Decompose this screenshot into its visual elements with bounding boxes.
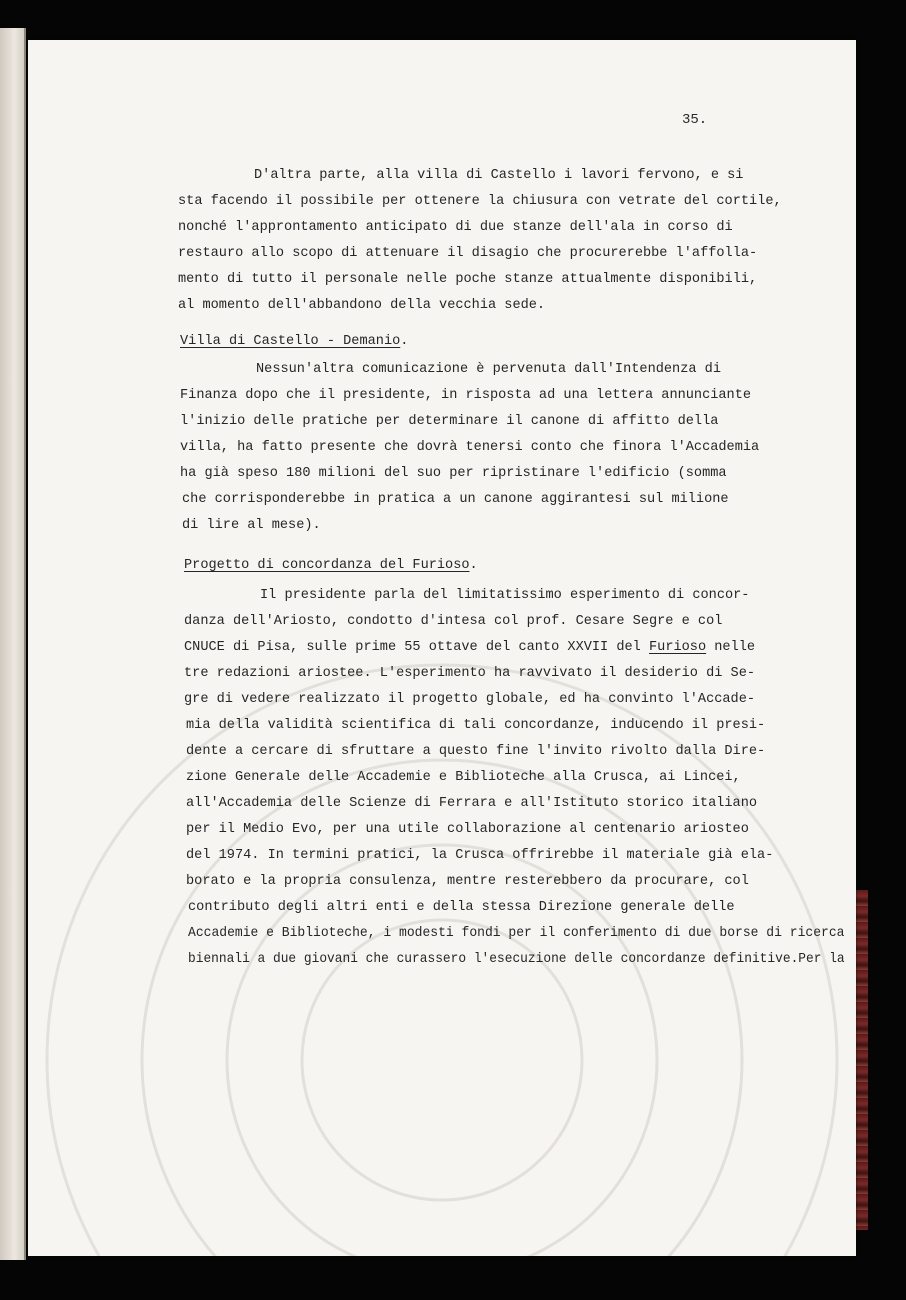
text-line: all'Accademia delle Scienze di Ferrara e all'Istituto storico italiano: [186, 796, 758, 811]
text-segment: nelle: [706, 640, 756, 655]
text-line: mento di tutto il personale nelle poche stanze attualmente disponibili,: [178, 272, 758, 287]
text-line: mia della validità scientifica di tali concordanze, inducendo il presi-: [186, 718, 766, 733]
text-line: per il Medio Evo, per una utile collaborazione al centenario ariosteo: [186, 822, 749, 837]
page-number: 35.: [682, 112, 708, 128]
text-line: ha già speso 180 milioni del suo per ripristinare l'edificio (somma: [180, 466, 727, 481]
section-heading-progetto-di-concordanza: [184, 558, 478, 573]
text-line: villa, ha fatto presente che dovrà tenersi conto che finora l'Accademia: [180, 440, 760, 455]
text-line: gre di vedere realizzato il progetto globale, ed ha convinto l'Accade-: [184, 692, 756, 707]
facing-page-edge: [0, 28, 26, 1260]
text-line: danza dell'Ariosto, condotto d'intesa col prof. Cesare Segre e col: [184, 614, 723, 629]
text-line: Accademie e Biblioteche, i modesti fondi per il conferimento di due borse di ricerca: [188, 926, 845, 941]
text-line: restauro allo scopo di attenuare il disagio che procurerebbe l'affolla-: [178, 246, 758, 261]
text-line: [184, 640, 755, 655]
text-line: l'inizio delle pratiche per determinare il canone di affitto della: [180, 414, 719, 429]
text-line: dente a cercare di sfruttare a questo fine l'invito rivolto dalla Dire-: [186, 744, 766, 759]
underlined-title: Furioso: [649, 640, 707, 655]
book-binding-edge: [856, 890, 868, 1230]
text-line: biennali a due giovani che curassero l'esecuzione delle concordanze definitive.Per la: [188, 952, 845, 967]
heading-text: Villa di Castello - Demanio: [180, 334, 401, 349]
text-line: che corrisponderebbe in pratica a un canone aggirantesi sul milione: [182, 492, 729, 507]
text-line: sta facendo il possibile per ottenere la chiusura con vetrate del cortile,: [178, 194, 782, 209]
text-line: borato e la propria consulenza, mentre resterebbero da procurare, col: [186, 874, 749, 889]
text-line: Nessun'altra comunicazione è pervenuta dall'Intendenza di: [256, 362, 721, 377]
text-line: zione Generale delle Accademie e Biblioteche alla Crusca, ai Lincei,: [186, 770, 741, 785]
text-line: Il presidente parla del limitatissimo esperimento di concor-: [260, 588, 750, 603]
heading-period: .: [400, 334, 409, 349]
text-line: contributo degli altri enti e della stessa Direzione generale delle: [188, 900, 735, 915]
section-heading-villa-di-castello: [180, 334, 408, 349]
text-line: nonché l'approntamento anticipato di due stanze dell'ala in corso di: [178, 220, 733, 235]
text-line: Finanza dopo che il presidente, in risposta ad una lettera annunciante: [180, 388, 752, 403]
text-line: al momento dell'abbandono della vecchia sede.: [178, 298, 546, 313]
text-line: tre redazioni ariostee. L'esperimento ha ravvivato il desiderio di Se-: [184, 666, 756, 681]
text-line: D'altra parte, alla villa di Castello i lavori fervono, e si: [254, 168, 744, 183]
text-segment: CNUCE di Pisa, sulle prime 55 ottave del canto XXVII del: [184, 640, 641, 655]
document-page: [28, 40, 856, 1256]
text-line: del 1974. In termini pratici, la Crusca offrirebbe il materiale già ela-: [186, 848, 774, 863]
heading-period: .: [469, 558, 478, 573]
heading-text: Progetto di concordanza del Furioso: [184, 558, 470, 573]
text-line: di lire al mese).: [182, 518, 321, 533]
